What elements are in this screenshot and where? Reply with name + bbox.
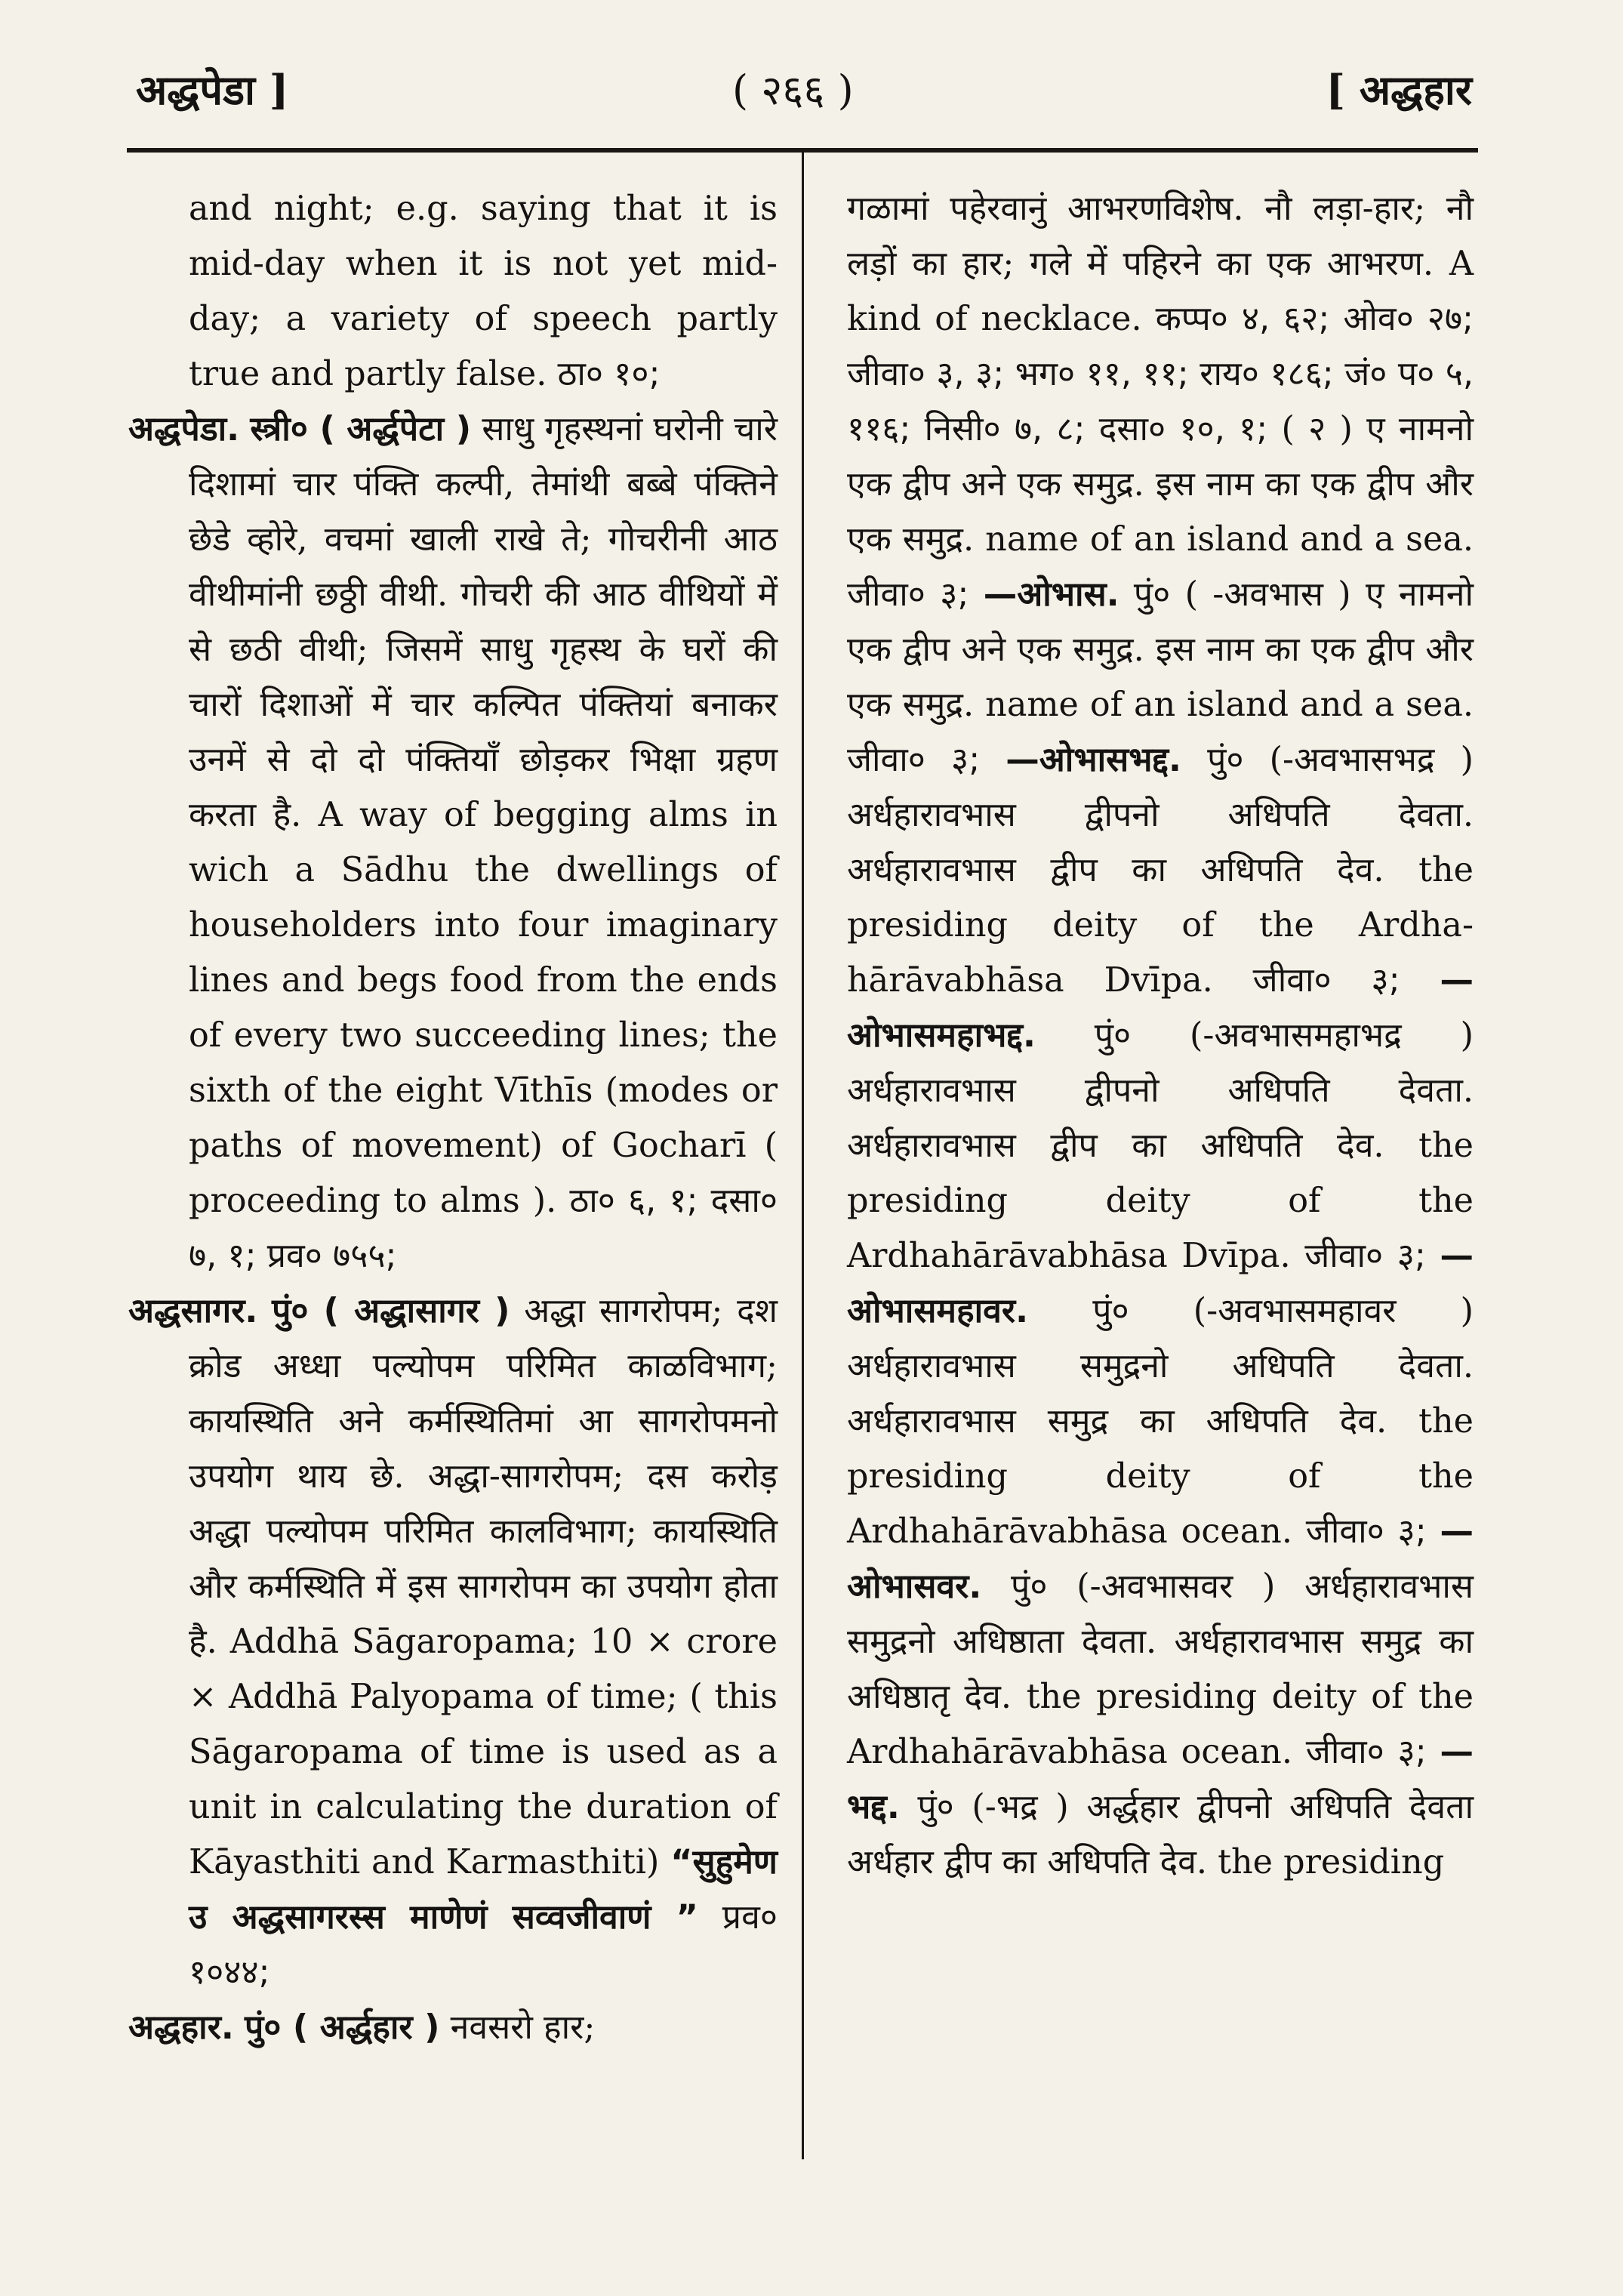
entry-hindi: अर्धहारावभास द्वीप का अधिपति देव. — [847, 1126, 1384, 1165]
entry-english: Addhā Sāgaropama; 10 × crore × Addhā Palyopama of time; ( this Sāgaropama of time is used as a unit in calculating the duration of Kāyasthiti and Karmasthiti) — [189, 1623, 778, 1881]
entry-gujarati: अर्धहारावभास द्वीपनो अधिपति देवता. — [847, 796, 1474, 834]
continued-entry — [128, 181, 778, 402]
subentry-head: —ओभासमहावर. — [847, 1237, 1474, 1330]
entry-gujarati: अर्धहारावभास द्वीपनो अधिपति देवता. — [847, 1071, 1474, 1110]
entry-hindi: गोचरी की आठ वीथियों में से छठी वीथी; जिसमें साधु गृहस्थ के घरों की चारों दिशाओं में चार कल्पित पंक्तियां बनाकर उनमें से दो दो पंक्तियाँ छोड़कर भिक्षा ग्रहण करता है. — [189, 575, 778, 834]
entry-refs: जीवा० ३; — [847, 741, 981, 779]
subentry-grammar: पुं० ( -अवभास ) — [1133, 575, 1351, 614]
entry-english: A way of begging alms in wich a Sādhu the dwellings of householders into four imaginary lines and begs food from the ends of every two succeeding lines; the sixth of the eight Vīthīs (modes or paths of movement) of Gocharī ( proceeding to alms ). — [189, 796, 778, 1220]
entry-refs: जीवा० ३; — [1252, 961, 1400, 1000]
page-header — [136, 60, 1472, 121]
subentry-grammar: पुं० (-अवभासभद्र ) — [1207, 741, 1474, 779]
entry-gujarati: अर्धहारावभास समुद्रनो अधिपति देवता. — [847, 1347, 1474, 1385]
entry-english: A kind of necklace. — [847, 245, 1474, 338]
left-column — [128, 181, 778, 2055]
entry-refs: प्रव० १०४४; — [189, 1898, 778, 1992]
entry-gujarati: नवसरो हार; — [450, 2008, 596, 2047]
entry-refs: जीवा० ३; — [1304, 1237, 1426, 1275]
entry-hindi: इस नाम का एक द्वीप और एक समुद्र. — [847, 630, 1474, 724]
column-divider — [802, 151, 804, 2159]
entry-hindi: अद्धा-सागरोपम; दस करोड़ अद्धा पल्योपम परिमित कालविभाग; कायस्थिति और कर्मस्थिति में इस सागरोपम का उपयोग होता है. — [189, 1457, 778, 1661]
entry-headword: अद्धपेडा. — [128, 410, 240, 448]
entry-english: the presiding deity of the Ardha-hārāvabhāsa Dvīpa. — [847, 851, 1474, 1000]
entry-refs: कप्प० ४, ६२; ओव० २७; जीवा० ३, ३; भग० ११, ११; राय० १८६; जं० प० ५, ११६; निसी० ७, ८; दसा० १०, १; — [847, 300, 1474, 448]
entry-grammar: स्त्री० ( अर्द्धपेटा ) — [250, 410, 472, 448]
entry-hindi: अर्धहारावभास द्वीप का अधिपति देव. — [847, 851, 1384, 889]
subentry-head: —भद्द. — [847, 1733, 1474, 1826]
entry-hindi: अर्धहारावभास समुद्र का अधिष्ठातृ देव. — [847, 1623, 1474, 1716]
header-right-headword: [ अद्धहार — [1326, 66, 1472, 114]
entry-headword: अद्धहार. — [128, 2008, 234, 2047]
subentry-grammar: पुं० (-भद्र ) — [917, 1788, 1069, 1826]
entry-english: the presiding deity of the Ardhahārāvabhāsa ocean. — [847, 1678, 1474, 1771]
entry-grammar: पुं० ( अद्धासागर ) — [272, 1292, 510, 1330]
entry-refs: जीवा० ३; — [1305, 1733, 1427, 1771]
subentry-grammar: पुं० (-अवभासमहावर ) — [1092, 1292, 1474, 1330]
entry-english: name of an island and a sea. — [985, 520, 1474, 559]
entry-refs: जीवा० ३; — [1305, 1512, 1427, 1551]
entry-english: the presiding — [1218, 1843, 1445, 1881]
entry-gujarati: ए नामनो एक द्वीप अने एक समुद्र. — [847, 410, 1474, 504]
entry-gujarati: अद्धा सागरोपम; दश क्रोड अध्धा पल्योपम परिमित काळविभाग; कायस्थिति अने कर्मस्थितिमां आ सागरोपमनो उपयोग थाय छे. — [189, 1292, 778, 1496]
entry-english: the presiding deity of the Ardhahārāvabhāsa ocean. — [847, 1402, 1474, 1551]
entry-grammar: पुं० ( अर्द्धहार ) — [244, 2008, 440, 2047]
subentry-head: —ओभासवर. — [847, 1512, 1474, 1606]
entry-gujarati: अर्धहारावभास समुद्रनो अधिष्ठाता देवता. — [847, 1567, 1474, 1661]
entry-refs: ठा० ६, १; दसा० ७, १; प्रव० ७५५; — [189, 1182, 778, 1275]
entry-refs: जीवा० ३; — [847, 575, 969, 614]
entry-gujarati: गळामां पहेरवानुं आभरणविशेष. — [847, 190, 1244, 228]
subentry-grammar: पुं० (-अवभासवर ) — [1011, 1567, 1276, 1606]
subentry-head: —ओभास. — [983, 575, 1119, 614]
entry-gujarati: साधु गृहस्थनां घरोनी चारे दिशामां चार पंक्ति कल्पी, तेमांथी बब्बे पंक्तिने छेडे व्होरे, वचमां खाली राखे ते; गोचरीनी आठ वीथीमांनी छठ्ठी वीथी. — [189, 410, 778, 614]
subentry-head: —ओभासमहाभद्द. — [847, 961, 1474, 1055]
sense-number: ( २ ) — [1281, 410, 1353, 448]
entry-english: and night; e.g. saying that it is mid-day when it is not yet mid-day; a variety of speech partly true and partly false. — [189, 190, 778, 393]
entry-continuation — [847, 181, 1474, 1890]
header-left-headword: अद्धपेडा ] — [136, 66, 289, 114]
entry-refs: ठा० १०; — [557, 355, 661, 393]
entry-hindi: अर्धहार द्वीप का अधिपति देव. — [847, 1843, 1207, 1881]
entry-english: the presiding deity of the Ardhahārāvabhāsa Dvīpa. — [847, 1126, 1474, 1275]
entry-hindi: नौ लड़ा-हार; नौ लड़ों का हार; गले में पहिरने का एक आभरण. — [847, 190, 1474, 283]
entry-hindi: इस नाम का एक द्वीप और एक समुद्र. — [847, 465, 1474, 559]
entry-headword: अद्धसागर. — [128, 1292, 258, 1330]
dictionary-entry — [128, 1284, 778, 2000]
entry-hindi: अर्धहारावभास समुद्र का अधिपति देव. — [847, 1402, 1387, 1441]
dictionary-entry — [128, 402, 778, 1284]
entry-quote: “सुहुमेण उ अद्धसागरस्स माणेणं सव्वजीवाणं ” — [189, 1843, 778, 1937]
entry-gujarati: अर्द्धहार द्वीपनो अधिपति देवता — [1086, 1788, 1474, 1826]
subentry-grammar: पुं० (-अवभासमहाभद्र ) — [1094, 1016, 1474, 1055]
page-number: ( २६६ ) — [732, 66, 854, 114]
subentry-head: —ओभासभद्द. — [1006, 741, 1181, 779]
entry-english: name of an island and a sea. — [985, 686, 1474, 724]
dictionary-entry — [128, 2000, 778, 2055]
entry-gujarati: ए नामनो एक द्वीप अने एक समुद्र. — [847, 575, 1474, 669]
right-column — [847, 181, 1474, 1890]
